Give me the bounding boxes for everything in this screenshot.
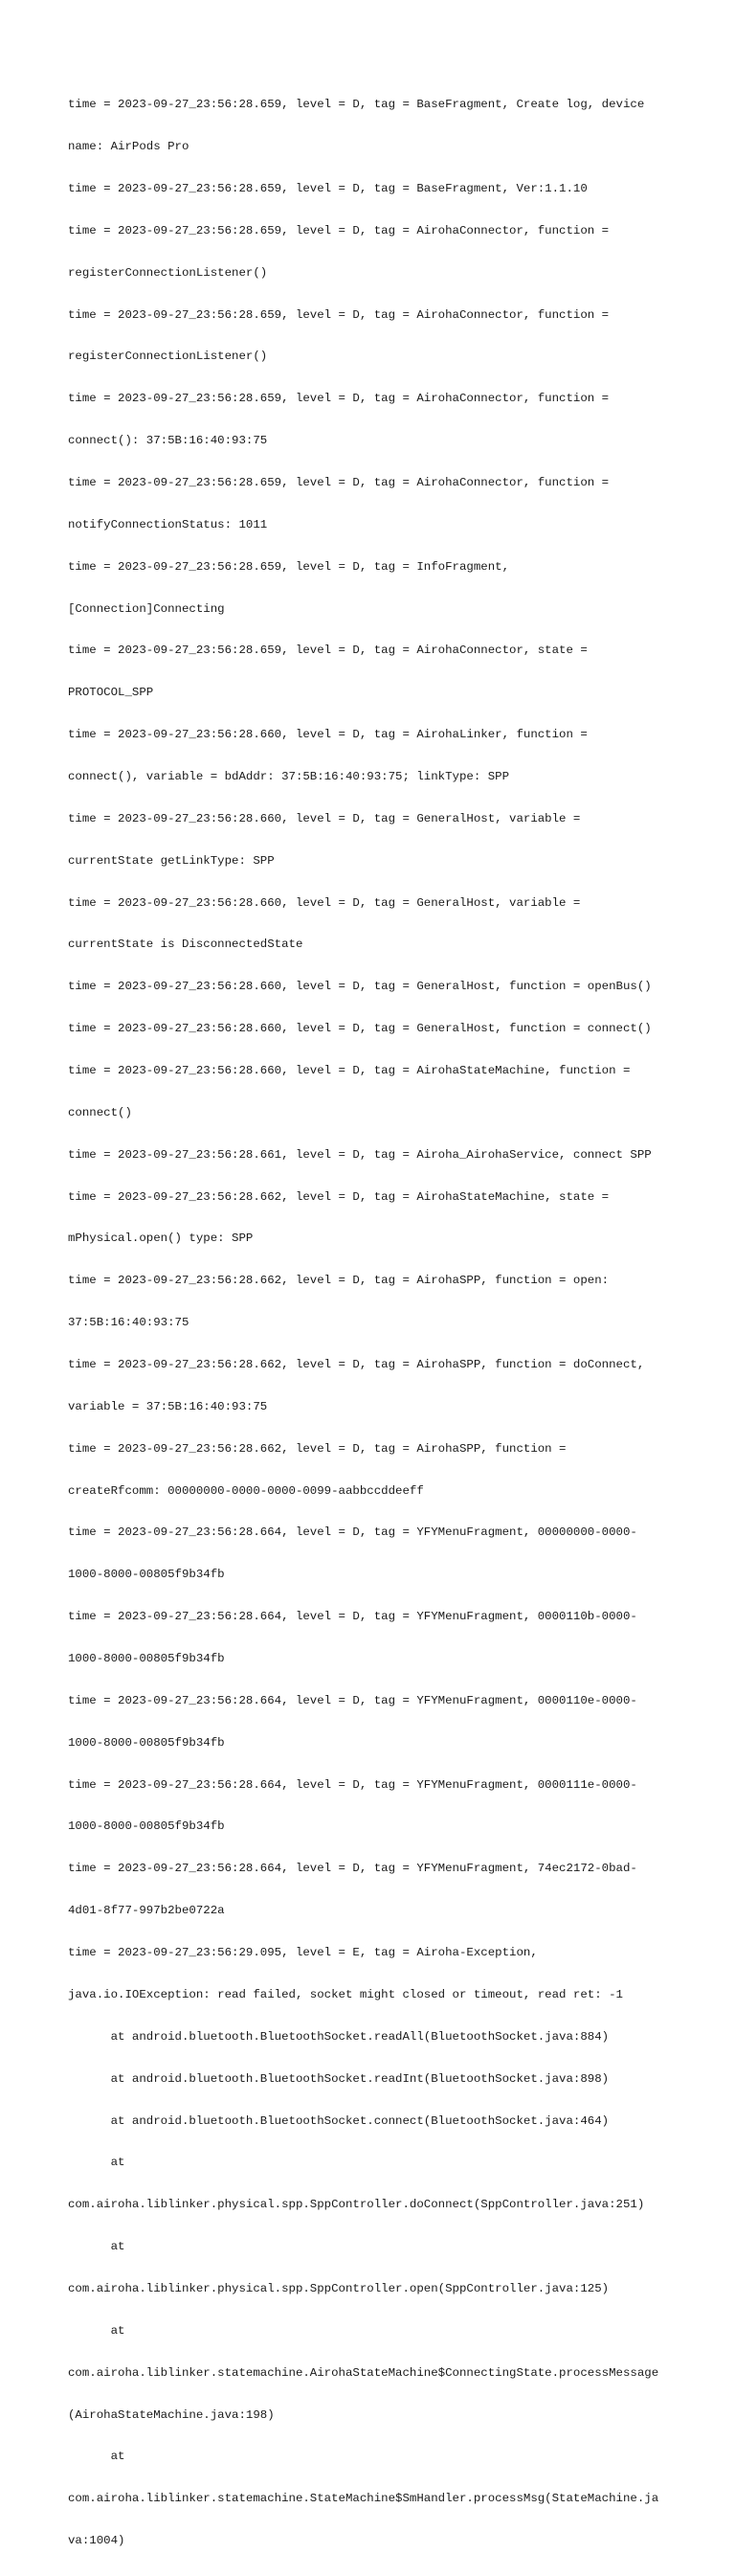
log-line: com.airoha.liblinker.statemachine.AirohaStateMachine$ConnectingState.processMessage xyxy=(68,2365,659,2380)
log-line: time = 2023-09-27_23:56:28.664, level = D, tag = YFYMenuFragment, 0000111e-0000- xyxy=(68,1777,637,1792)
log-line: PROTOCOL_SPP xyxy=(68,686,154,700)
log-line: 1000-8000-00805f9b34fb xyxy=(68,1568,225,1582)
log-line: at xyxy=(68,2450,125,2464)
log-line: com.airoha.liblinker.physical.spp.SppController.doConnect(SppController.java:251) xyxy=(68,2198,645,2212)
log-line: currentState getLinkType: SPP xyxy=(68,853,275,868)
log-line: 1000-8000-00805f9b34fb xyxy=(68,1819,225,1834)
log-line: time = 2023-09-27_23:56:28.659, level = D, tag = AirohaConnector, function = xyxy=(68,475,610,489)
log-line: time = 2023-09-27_23:56:28.662, level = D, tag = AirohaSPP, function = open: xyxy=(68,1274,610,1288)
log-line: time = 2023-09-27_23:56:28.660, level = D, tag = GeneralHost, function = connect() xyxy=(68,1022,652,1036)
log-line: com.airoha.liblinker.physical.spp.SppController.open(SppController.java:125) xyxy=(68,2281,610,2295)
log-line: time = 2023-09-27_23:56:28.660, level = D, tag = GeneralHost, function = openBus() xyxy=(68,980,652,994)
log-line: variable = 37:5B:16:40:93:75 xyxy=(68,1399,268,1413)
log-line: 37:5B:16:40:93:75 xyxy=(68,1316,189,1330)
log-line: time = 2023-09-27_23:56:28.662, level = D, tag = AirohaSPP, function = xyxy=(68,1441,567,1456)
log-line: at android.bluetooth.BluetoothSocket.readInt(BluetoothSocket.java:898) xyxy=(68,2071,610,2086)
log-line: registerConnectionListener() xyxy=(68,265,268,280)
log-line: registerConnectionListener() xyxy=(68,350,268,364)
log-line: time = 2023-09-27_23:56:29.095, level = E, tag = Airoha-Exception, xyxy=(68,1946,538,1960)
log-line: time = 2023-09-27_23:56:28.664, level = D, tag = YFYMenuFragment, 0000110b-0000- xyxy=(68,1610,637,1624)
log-line: 1000-8000-00805f9b34fb xyxy=(68,1735,225,1750)
log-line: time = 2023-09-27_23:56:28.659, level = D, tag = AirohaConnector, function = xyxy=(68,392,610,406)
log-line: connect() xyxy=(68,1105,132,1119)
log-line: notifyConnectionStatus: 1011 xyxy=(68,517,268,531)
log-line: time = 2023-09-27_23:56:28.660, level = D, tag = AirohaStateMachine, function = xyxy=(68,1064,631,1078)
log-line: com.airoha.liblinker.statemachine.StateMachine$SmHandler.processMsg(StateMachine.ja xyxy=(68,2492,659,2506)
log-line: at xyxy=(68,2156,125,2170)
log-line: at xyxy=(68,2240,125,2254)
log-line: mPhysical.open() type: SPP xyxy=(68,1232,254,1246)
log-line: time = 2023-09-27_23:56:28.662, level = D, tag = AirohaSPP, function = doConnect, xyxy=(68,1358,645,1372)
log-line: time = 2023-09-27_23:56:28.664, level = D, tag = YFYMenuFragment, 74ec2172-0bad- xyxy=(68,1862,637,1876)
log-line: time = 2023-09-27_23:56:28.659, level = D, tag = AirohaConnector, state = xyxy=(68,644,588,658)
log-line: time = 2023-09-27_23:56:28.662, level = D, tag = AirohaStateMachine, state = xyxy=(68,1189,610,1204)
log-line: currentState is DisconnectedState xyxy=(68,938,303,952)
log-line: at xyxy=(68,2323,125,2338)
log-line: 4d01-8f77-997b2be0722a xyxy=(68,1904,225,1918)
log-line: time = 2023-09-27_23:56:28.660, level = D, tag = GeneralHost, variable = xyxy=(68,895,581,910)
log-line: time = 2023-09-27_23:56:28.659, level = D, tag = InfoFragment, xyxy=(68,559,510,574)
log-line: at android.bluetooth.BluetoothSocket.readAll(BluetoothSocket.java:884) xyxy=(68,2029,610,2044)
log-line: time = 2023-09-27_23:56:28.659, level = D, tag = AirohaConnector, function = xyxy=(68,223,610,237)
log-line: va:1004) xyxy=(68,2534,125,2548)
log-line: 1000-8000-00805f9b34fb xyxy=(68,1652,225,1666)
log-line: time = 2023-09-27_23:56:28.659, level = D, tag = AirohaConnector, function = xyxy=(68,307,610,322)
log-line: time = 2023-09-27_23:56:28.659, level = D, tag = BaseFragment, Create log, device xyxy=(68,98,645,112)
log-line: connect(), variable = bdAddr: 37:5B:16:40:93:75; linkType: SPP xyxy=(68,770,510,783)
log-line: time = 2023-09-27_23:56:28.659, level = D, tag = BaseFragment, Ver:1.1.10 xyxy=(68,181,588,195)
log-line: connect(): 37:5B:16:40:93:75 xyxy=(68,434,268,448)
log-line: time = 2023-09-27_23:56:28.664, level = D, tag = YFYMenuFragment, 0000110e-0000- xyxy=(68,1693,637,1707)
log-line: time = 2023-09-27_23:56:28.661, level = D, tag = Airoha_AirohaService, connect SPP xyxy=(68,1147,652,1162)
log-line: time = 2023-09-27_23:56:28.660, level = D, tag = AirohaLinker, function = xyxy=(68,728,588,742)
log-line: name: AirPods Pro xyxy=(68,140,189,154)
log-line: createRfcomm: 00000000-0000-0000-0099-aabbccddeeff xyxy=(68,1483,424,1498)
log-line: time = 2023-09-27_23:56:28.660, level = D, tag = GeneralHost, variable = xyxy=(68,811,581,825)
log-line: [Connection]Connecting xyxy=(68,601,225,616)
log-text xyxy=(68,70,680,2576)
log-line: time = 2023-09-27_23:56:28.664, level = D, tag = YFYMenuFragment, 00000000-0000- xyxy=(68,1525,637,1540)
log-line: java.io.IOException: read failed, socket might closed or timeout, read ret: -1 xyxy=(68,1987,623,2001)
log-line: (AirohaStateMachine.java:198) xyxy=(68,2407,275,2422)
log-line: at android.bluetooth.BluetoothSocket.connect(BluetoothSocket.java:464) xyxy=(68,2113,610,2128)
